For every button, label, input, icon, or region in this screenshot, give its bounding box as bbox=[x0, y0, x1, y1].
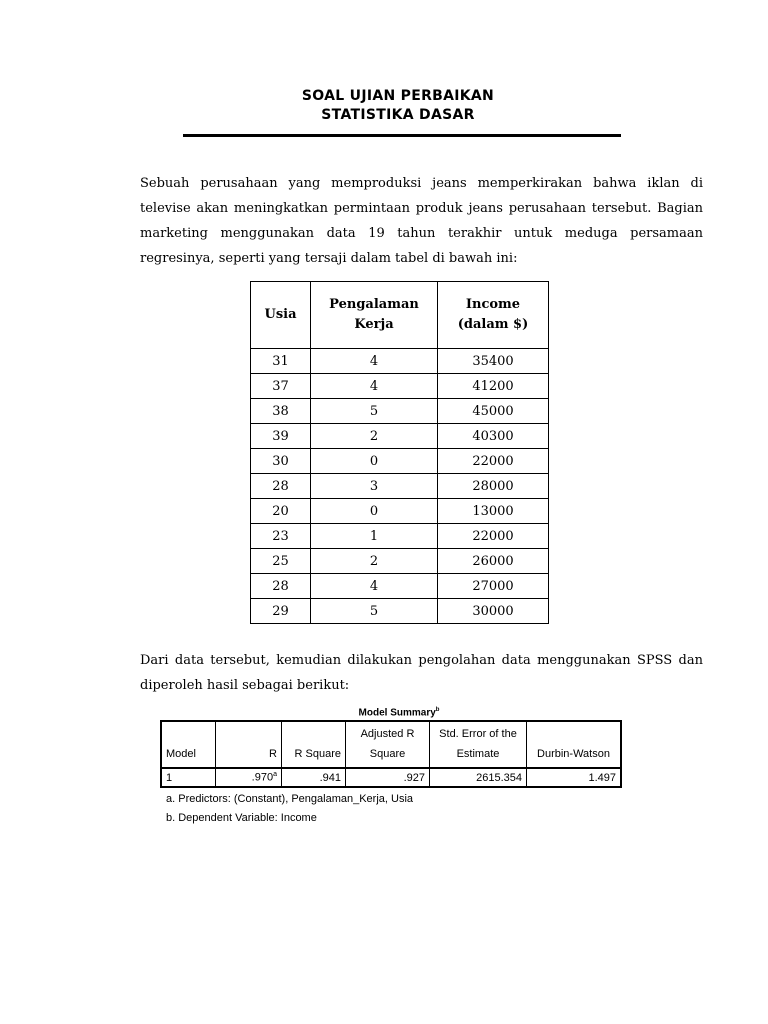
cell-usia: 39 bbox=[251, 424, 311, 449]
cell-income: 41200 bbox=[438, 374, 549, 399]
header-model: Model bbox=[161, 721, 216, 768]
cell-pengalaman-kerja: 0 bbox=[311, 449, 438, 474]
table-row bbox=[251, 474, 549, 499]
cell-income: 40300 bbox=[438, 424, 549, 449]
cell-usia: 23 bbox=[251, 524, 311, 549]
cell-income: 45000 bbox=[438, 399, 549, 424]
cell-pengalaman-kerja: 0 bbox=[311, 499, 438, 524]
cell-income: 22000 bbox=[438, 524, 549, 549]
model-summary-table bbox=[160, 720, 622, 788]
table-row bbox=[251, 449, 549, 474]
table-row bbox=[251, 374, 549, 399]
cell-pengalaman-kerja: 4 bbox=[311, 349, 438, 374]
cell-model: 1 bbox=[161, 768, 216, 787]
cell-r-square: .941 bbox=[282, 768, 346, 787]
model-summary-title: Model Summary$^b$ bbox=[358, 707, 440, 719]
header-std-error: Std. Error of the Estimate bbox=[430, 721, 527, 768]
header-r: R bbox=[216, 721, 282, 768]
cell-pengalaman-kerja: 2 bbox=[311, 549, 438, 574]
cell-pengalaman-kerja: 5 bbox=[311, 399, 438, 424]
document-title bbox=[0, 87, 768, 125]
header-r-square: R Square bbox=[282, 721, 346, 768]
cell-pengalaman-kerja: 3 bbox=[311, 474, 438, 499]
cell-pengalaman-kerja: 5 bbox=[311, 599, 438, 624]
cell-durbin-watson: 1.497 bbox=[527, 768, 622, 787]
cell-income: 27000 bbox=[438, 574, 549, 599]
footnote-b: b. Dependent Variable: Income bbox=[166, 812, 317, 824]
header-pengalaman-kerja: Pengalaman Kerja bbox=[311, 282, 438, 349]
cell-income: 26000 bbox=[438, 549, 549, 574]
cell-usia: 31 bbox=[251, 349, 311, 374]
cell-adjusted-r-square: .927 bbox=[346, 768, 430, 787]
cell-usia: 28 bbox=[251, 574, 311, 599]
table-row bbox=[251, 424, 549, 449]
cell-usia: 37 bbox=[251, 374, 311, 399]
cell-pengalaman-kerja: 4 bbox=[311, 574, 438, 599]
cell-usia: 30 bbox=[251, 449, 311, 474]
table-row bbox=[251, 599, 549, 624]
cell-usia: 25 bbox=[251, 549, 311, 574]
header-adjusted-r-square: Adjusted R Square bbox=[346, 721, 430, 768]
table-row bbox=[251, 574, 549, 599]
title-underline bbox=[183, 134, 621, 137]
followup-paragraph: Dari data tersebut, kemudian dilakukan pengolahan data menggunakan SPSS dan diperoleh hasil sebagai berikut: bbox=[140, 653, 703, 693]
header-durbin-watson: Durbin-Watson bbox=[537, 748, 610, 760]
cell-income: 22000 bbox=[438, 449, 549, 474]
header-income: Income (dalam $) bbox=[438, 282, 549, 349]
cell-usia: 20 bbox=[251, 499, 311, 524]
title-line-2: STATISTIKA DASAR bbox=[321, 107, 475, 123]
cell-r: .970$^a$ bbox=[216, 768, 282, 787]
table-row bbox=[251, 549, 549, 574]
cell-income: 28000 bbox=[438, 474, 549, 499]
footnote-a: a. Predictors: (Constant), Pengalaman_Kerja, Usia bbox=[166, 793, 414, 805]
cell-pengalaman-kerja: 4 bbox=[311, 374, 438, 399]
cell-usia: 29 bbox=[251, 599, 311, 624]
title-line-1: SOAL UJIAN PERBAIKAN bbox=[301, 88, 495, 104]
cell-std-error: 2615.354 bbox=[430, 768, 527, 787]
cell-income: 30000 bbox=[438, 599, 549, 624]
cell-pengalaman-kerja: 2 bbox=[311, 424, 438, 449]
data-table-body bbox=[251, 349, 549, 624]
table-row bbox=[251, 499, 549, 524]
header-usia: Usia bbox=[251, 282, 311, 349]
cell-income: 13000 bbox=[438, 499, 549, 524]
table-row bbox=[251, 399, 549, 424]
table-row bbox=[161, 768, 621, 787]
cell-usia: 28 bbox=[251, 474, 311, 499]
cell-pengalaman-kerja: 1 bbox=[311, 524, 438, 549]
intro-paragraph: Sebuah perusahaan yang memproduksi jeans memperkirakan bahwa iklan di televise akan meningkatkan permintaan produk jeans perusahaan tersebut. Bagian marketing menggunakan data 19 tahun terakhir untuk meduga persamaan regresinya, seperti yang tersaji dalam tabel di bawah ini: bbox=[140, 176, 703, 266]
cell-income: 35400 bbox=[438, 349, 549, 374]
cell-usia: 38 bbox=[251, 399, 311, 424]
table-row bbox=[251, 349, 549, 374]
data-table bbox=[250, 281, 549, 624]
table-row bbox=[251, 524, 549, 549]
